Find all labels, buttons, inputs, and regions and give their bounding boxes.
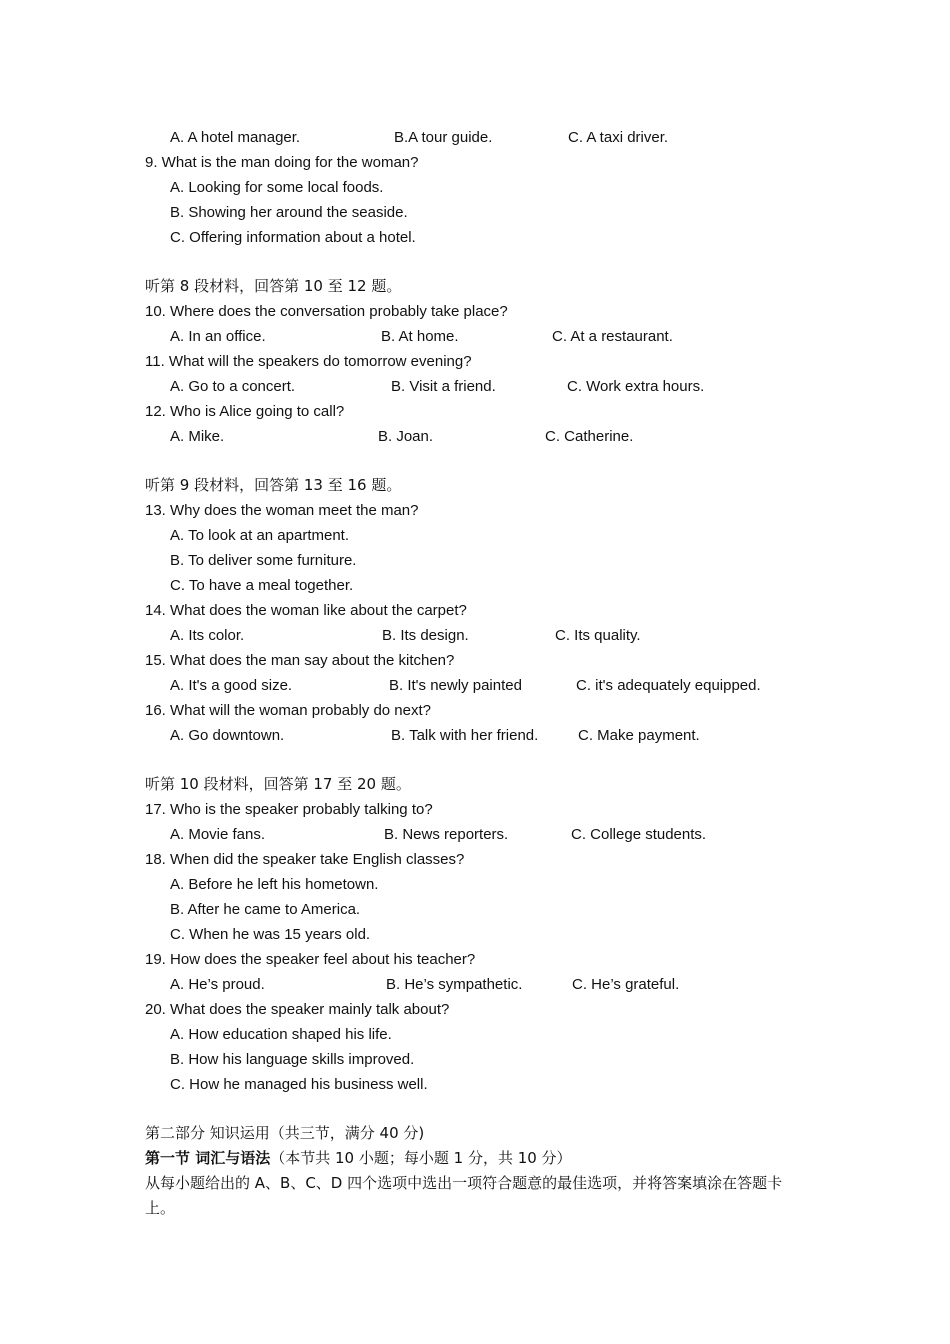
q15-option-a: A. It's a good size. [170,677,293,694]
q20-option-b: B. How his language skills improved. [170,1051,415,1068]
q11-option-c: C. Work extra hours. [567,378,705,395]
q8-option-a: A. A hotel manager. [170,129,301,146]
q17-option-a: A. Movie fans. [170,826,266,843]
section-1-instruction: 从每小题给出的 A、B、C、D 四个选项中选出一项符合题意的最佳选项，并将答案填涂在答题卡上。 [145,1174,783,1217]
q19-question: 19. How does the speaker feel about his teacher? [145,951,476,968]
q9-question: 9. What is the man doing for the woman? [145,154,419,171]
q12-question: 12. Who is Alice going to call? [145,403,345,420]
q11-option-a: A. Go to a concert. [170,378,296,395]
q14-option-a: A. Its color. [170,627,245,644]
q14-question: 14. What does the woman like about the carpet? [145,602,467,619]
q10-option-c: C. At a restaurant. [552,328,673,345]
q8-option-b: B.A tour guide. [394,129,493,146]
q18-option-c: C. When he was 15 years old. [170,926,371,943]
q15-option-c: C. it's adequately equipped. [576,677,761,694]
q20-question: 20. What does the speaker mainly talk about? [145,1001,450,1018]
q13-option-b: B. To deliver some furniture. [170,552,357,569]
q17-option-b: B. News reporters. [384,826,509,843]
q14-option-c: C. Its quality. [555,627,641,644]
q9-option-a: A. Looking for some local foods. [170,179,384,196]
q10-option-b: B. At home. [381,328,459,345]
section-1-header [145,1146,572,1171]
q8-option-c: C. A taxi driver. [568,129,669,146]
q19-option-b: B. He’s sympathetic. [386,976,523,993]
q11-option-b: B. Visit a friend. [391,378,496,395]
q17-question: 17. Who is the speaker probably talking to? [145,801,433,818]
q10-option-a: A. In an office. [170,328,266,345]
q16-option-a: A. Go downtown. [170,727,285,744]
q12-option-b: B. Joan. [378,428,434,445]
q20-option-a: A. How education shaped his life. [170,1026,392,1043]
q12-option-a: A. Mike. [170,428,225,445]
q16-question: 16. What will the woman probably do next? [145,702,431,719]
q12-option-c: C. Catherine. [545,428,634,445]
q19-option-c: C. He’s grateful. [572,976,680,993]
section-1-note: （本节共 10 小题；每小题 1 分，共 10 分） [270,1149,572,1167]
section-8-heading: 听第 8 段材料，回答第 10 至 12 题。 [145,277,402,295]
q14-option-b: B. Its design. [382,627,469,644]
section-1-title: 第一节 词汇与语法 [145,1149,271,1167]
part-2-heading: 第二部分 知识运用（共三节，满分 40 分) [145,1124,425,1142]
q18-option-b: B. After he came to America. [170,901,361,918]
q15-question: 15. What does the man say about the kitchen? [145,652,455,669]
q19-option-a: A. He’s proud. [170,976,265,993]
q13-option-a: A. To look at an apartment. [170,527,349,544]
q9-option-c: C. Offering information about a hotel. [170,229,416,246]
q16-option-c: C. Make payment. [578,727,700,744]
section-9-heading: 听第 9 段材料，回答第 13 至 16 题。 [145,476,402,494]
q9-option-b: B. Showing her around the seaside. [170,204,408,221]
q18-question: 18. When did the speaker take English classes? [145,851,465,868]
q10-question: 10. Where does the conversation probably take place? [145,303,508,320]
q20-option-c: C. How he managed his business well. [170,1076,428,1093]
section-10-heading: 听第 10 段材料，回答第 17 至 20 题。 [145,775,411,793]
q18-option-a: A. Before he left his hometown. [170,876,379,893]
q11-question: 11. What will the speakers do tomorrow evening? [145,353,472,370]
q16-option-b: B. Talk with her friend. [391,727,539,744]
q13-option-c: C. To have a meal together. [170,577,354,594]
q13-question: 13. Why does the woman meet the man? [145,502,419,519]
q17-option-c: C. College students. [571,826,707,843]
q15-option-b: B. It's newly painted [389,677,522,694]
